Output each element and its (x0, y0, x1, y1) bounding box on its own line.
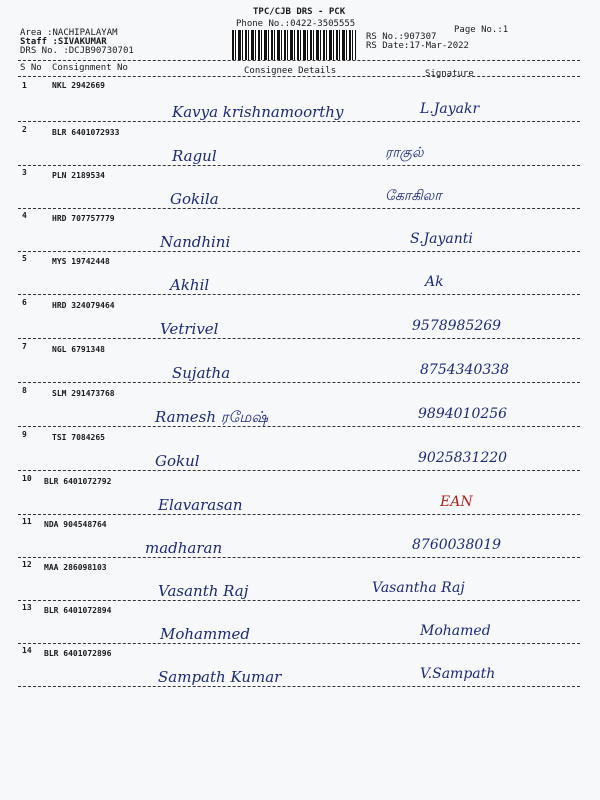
row-consignment-number: TSI 7084265 (52, 433, 105, 442)
row-divider (18, 426, 580, 427)
rs-date: RS Date:17-Mar-2022 (366, 41, 469, 51)
row-consignee-name: Gokul (155, 452, 200, 470)
row-consignment-number: NDA 904548764 (44, 520, 107, 529)
row-signature: V.Sampath (420, 666, 496, 682)
header-divider-top (18, 60, 580, 61)
row-divider (18, 251, 580, 252)
row-serial-number: 1 (22, 81, 27, 90)
page-number: Page No.:1 (454, 25, 509, 35)
row-signature: கோகிலா (385, 188, 442, 204)
header-divider-bottom (18, 76, 580, 77)
row-divider (18, 686, 580, 687)
row-consignee-name: Ramesh ரமேஷ் (155, 408, 269, 426)
row-consignment-number: BLR 6401072896 (44, 649, 112, 658)
row-consignee-name: Elavarasan (158, 496, 243, 514)
column-sno: S No (20, 63, 42, 73)
row-signature: 8754340338 (420, 362, 510, 378)
row-divider (18, 165, 580, 166)
row-consignment-number: MAA 286098103 (44, 563, 107, 572)
row-divider (18, 294, 580, 295)
row-serial-number: 14 (22, 646, 32, 655)
drs-number: DRS No. :DCJB90730701 (20, 46, 134, 56)
row-signature: 9894010256 (418, 406, 508, 422)
row-serial-number: 3 (22, 168, 27, 177)
phone-number: Phone No.:0422-3505555 (236, 19, 356, 29)
row-consignee-name: Ragul (172, 147, 217, 165)
row-divider (18, 600, 580, 601)
row-divider (18, 643, 580, 644)
row-serial-number: 12 (22, 560, 32, 569)
area-field: Area :NACHIPALAYAM (20, 28, 118, 38)
row-consignee-name: Mohammed (160, 625, 250, 643)
row-serial-number: 13 (22, 603, 32, 612)
row-serial-number: 4 (22, 211, 27, 220)
row-consignment-number: BLR 6401072894 (44, 606, 112, 615)
row-serial-number: 2 (22, 125, 27, 134)
row-serial-number: 10 (22, 474, 32, 483)
document-title: TPC/CJB DRS - PCK (253, 7, 346, 17)
row-signature: Mohamed (420, 623, 491, 639)
row-divider (18, 514, 580, 515)
column-consignment: Consignment No (52, 63, 128, 73)
row-serial-number: 6 (22, 298, 27, 307)
row-consignee-name: Nandhini (160, 233, 231, 251)
row-serial-number: 11 (22, 517, 32, 526)
row-serial-number: 9 (22, 430, 27, 439)
row-consignment-number: HRD 324079464 (52, 301, 115, 310)
row-serial-number: 8 (22, 386, 27, 395)
row-consignment-number: BLR 6401072792 (44, 477, 112, 486)
row-divider (18, 382, 580, 383)
row-consignee-name: Sampath Kumar (158, 668, 282, 686)
row-signature: 9025831220 (418, 450, 508, 466)
row-divider (18, 121, 580, 122)
row-serial-number: 5 (22, 254, 27, 263)
row-serial-number: 7 (22, 342, 27, 351)
row-signature: Ak (425, 274, 444, 290)
barcode-image (232, 30, 356, 60)
row-signature: EAN (440, 494, 473, 510)
row-divider (18, 208, 580, 209)
row-signature: Vasantha Raj (372, 580, 465, 596)
row-signature: 9578985269 (412, 318, 502, 334)
row-signature: ராகுல் (385, 145, 424, 161)
row-consignment-number: MYS 19742448 (52, 257, 110, 266)
row-consignee-name: Akhil (170, 276, 210, 294)
row-consignment-number: BLR 6401072933 (52, 128, 120, 137)
row-consignee-name: Gokila (170, 190, 219, 208)
row-divider (18, 338, 580, 339)
row-divider (18, 470, 580, 471)
column-signature: Signature (425, 69, 474, 79)
staff-field: Staff :SIVAKUMAR (20, 37, 107, 47)
row-consignment-number: NKL 2942669 (52, 81, 105, 90)
row-divider (18, 557, 580, 558)
row-signature: L.Jayakr (420, 101, 480, 117)
row-consignee-name: madharan (145, 539, 223, 557)
row-consignee-name: Vetrivel (160, 320, 219, 338)
row-consignment-number: SLM 291473768 (52, 389, 115, 398)
row-consignment-number: PLN 2189534 (52, 171, 105, 180)
row-consignment-number: HRD 707757779 (52, 214, 115, 223)
row-consignee-name: Sujatha (172, 364, 231, 382)
row-signature: 8760038019 (412, 537, 502, 553)
row-consignee-name: Kavya krishnamoorthy (172, 103, 344, 121)
row-consignment-number: NGL 6791348 (52, 345, 105, 354)
row-consignee-name: Vasanth Raj (158, 582, 249, 600)
row-signature: S.Jayanti (410, 231, 473, 247)
rs-number: RS No.:907307 (366, 32, 437, 42)
column-consignee: Consignee Details (244, 66, 337, 76)
